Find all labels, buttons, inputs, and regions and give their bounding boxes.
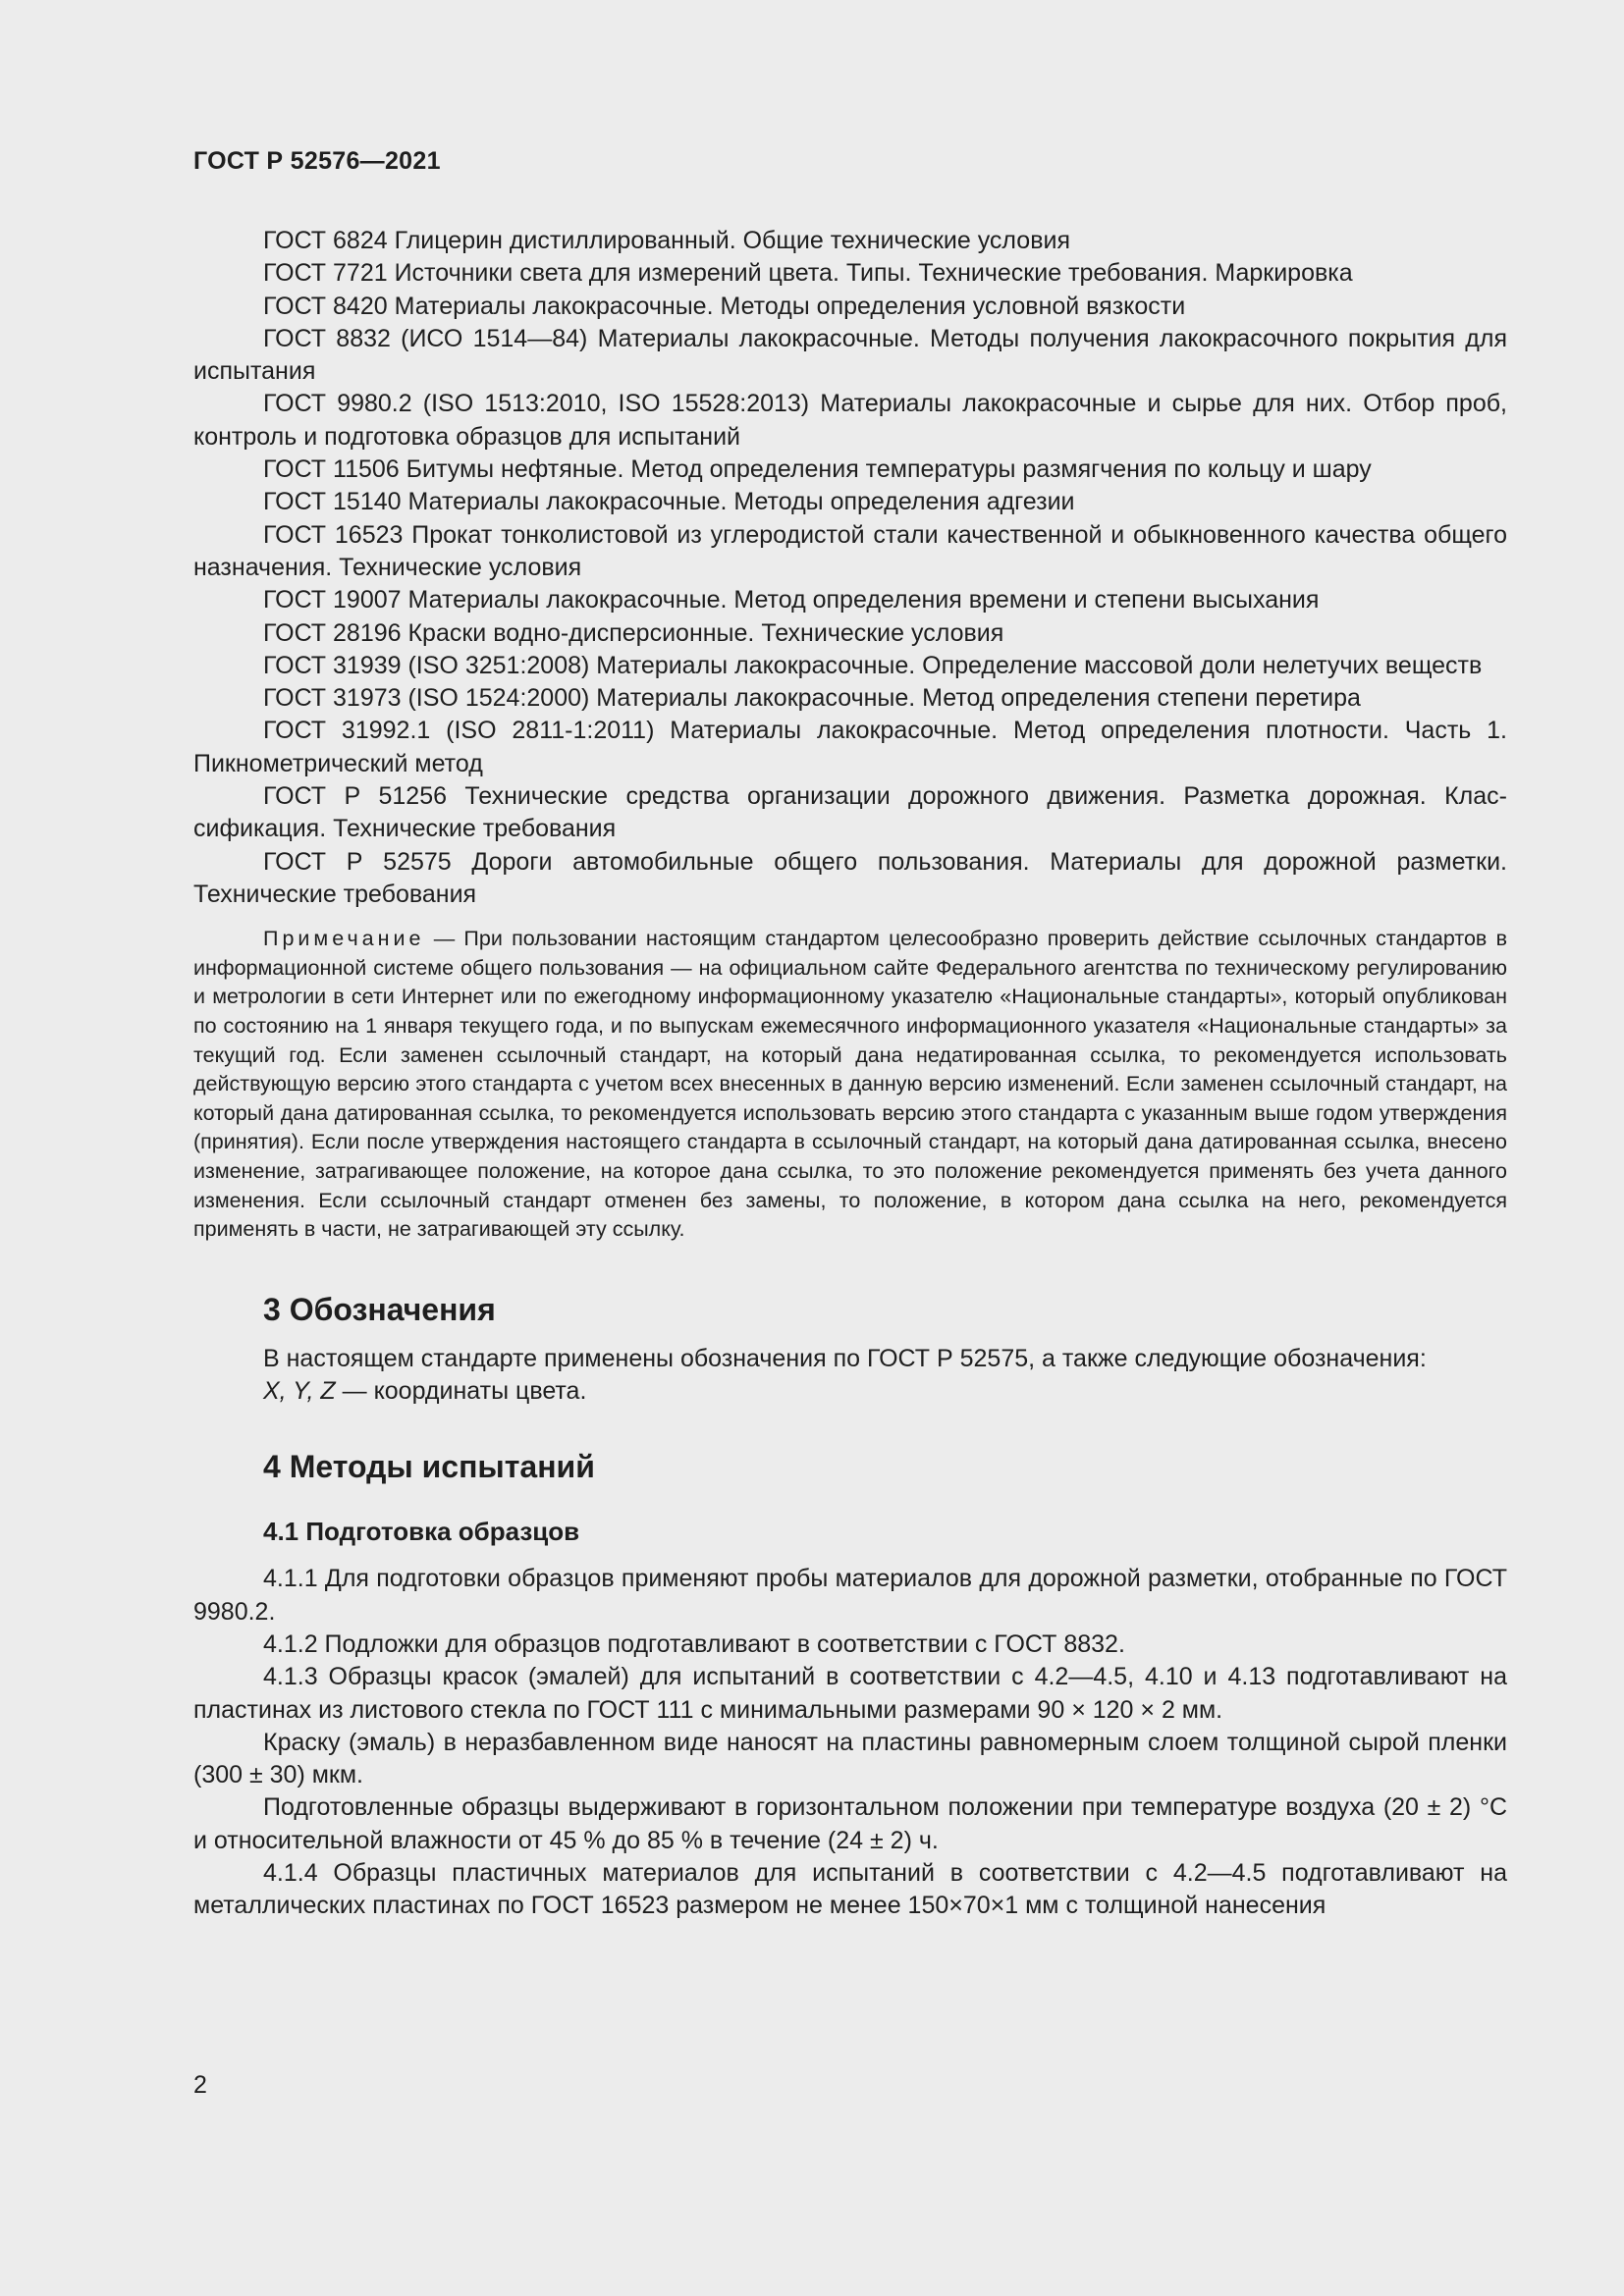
symbols-definition (193, 1375, 1507, 1408)
reference-item: ГОСТ 31992.1 (ISO 2811-1:2011) Материалы лакокрасочные. Метод определения плотности. Часть 1. Пикнометрический метод (193, 717, 1507, 777)
reference-item: ГОСТ 15140 Материалы лакокрасочные. Методы определения адгезии (263, 488, 1075, 516)
reference-item: ГОСТ 9980.2 (ISO 1513:2010, ISO 15528:2013) Материалы лакокрасочные и сырье для них. Отбор проб, контроль и подготовка образцов для испытаний (193, 390, 1507, 451)
reference-item: ГОСТ 31973 (ISO 1524:2000) Материалы лакокрасочные. Метод определения степени перетира (263, 684, 1361, 713)
reference-item: ГОСТ 7721 Источники света для измерений цвета. Типы. Технические требования. Маркировка (263, 259, 1353, 288)
section-3-intro: В настоящем стандарте применены обозначения по ГОСТ Р 52575, а также следующие обозначения: (263, 1344, 1427, 1372)
section-4-paragraph: 4.1.1 Для подготовки образцов применяют пробы материалов для дорожной разметки, отобранные по ГОСТ 9980.2. (193, 1565, 1507, 1626)
section-4-paragraph: 4.1.2 Подложки для образцов подготавливают в соответствии с ГОСТ 8832. (263, 1629, 1125, 1658)
symbols-list: X, Y, Z (263, 1377, 336, 1406)
reference-item: ГОСТ 28196 Краски водно-дисперсионные. Технические условия (263, 618, 1004, 647)
section-4-paragraph: Краску (эмаль) в неразбавленном виде наносят на пластины равномерным слоем толщиной сырой пленки (300 ± 30) мкм. (193, 1728, 1507, 1789)
running-header: ГОСТ Р 52576—2021 (193, 147, 441, 175)
document-body (193, 225, 1507, 1923)
reference-item: ГОСТ 8420 Материалы лакокрасочные. Методы определения условной вязкости (263, 292, 1186, 320)
reference-item: ГОСТ 31939 (ISO 3251:2008) Материалы лакокрасочные. Определение массовой доли нелетучих веществ (263, 651, 1483, 679)
reference-item: ГОСТ 11506 Битумы нефтяные. Метод определения температуры размягчения по кольцу и шару (263, 455, 1372, 484)
reference-item: ГОСТ 19007 Материалы лакокрасочные. Метод определения времени и степени высыхания (263, 586, 1320, 614)
section-4-paragraph: 4.1.4 Образцы пластичных материалов для испытаний в соответствии с 4.2—4.5 подготавливают на металлических пластинах по ГОСТ 16523 размером не менее 150×70×1 мм с толщиной нанесения (193, 1859, 1507, 1920)
section-4-paragraph: 4.1.3 Образцы красок (эмалей) для испытаний в соответствии с 4.2—4.5, 4.10 и 4.13 подготавливают на пластинах из листового стекла по ГОСТ 111 с минимальными размерами 90 × 120 × 2 мм. (193, 1663, 1507, 1724)
subsection-4-1-heading: 4.1 Подготовка образцов (263, 1517, 580, 1547)
note-text: — При пользовании настоящим стандартом целесообразно проверить действие ссылочных стандартов в информационной системе общего пользования — на официальном сайте Федерального агентства по техническому регулированию и метрологии в сети Интернет или по ежегодному информационному указателю «Национальные стандарты», который опубликован по состоянию на 1 января текущего года, и по выпускам ежемесячного информационного указателя «Национальные стандарты» за текущий год. Если заменен ссылочный стандарт, на который дана недатированная ссылка, то рекомендуется использовать действующую версию этого стандарта с учетом всех внесенных в данную версию изменений. Если заменен ссылочный стандарт, на который дана датированная ссылка, то рекомендуется использовать версию этого стандарта с указанным выше годом утверждения (принятия). Если после утверждения настоящего стандарта в ссылочный стандарт, на который дана датированная ссылка, внесено изменение, затрагивающее положение, на которое дана ссылка, то это положение рекомендуется применять без учета данного изменения. Если ссылочный стандарт отменен без замены, то положение, в котором дана ссылка на него, рекомендуется применять в части, не затрагивающей эту ссылку. (193, 927, 1507, 1242)
reference-item: ГОСТ 8832 (ИСО 1514—84) Материалы лакокрасочные. Методы получения лакокрасочного покрытия для испытания (193, 324, 1507, 386)
symbols-description: — координаты цвета. (335, 1377, 587, 1406)
section-3-heading: 3 Обозначения (263, 1291, 496, 1327)
section-4-paragraph: Подготовленные образцы выдерживают в горизонтальном положении при температуре воздуха (20 ± 2) °С и относительной влажности от 45 % до 85 % в течение (24 ± 2) ч. (193, 1793, 1507, 1854)
note-label: Примечание (263, 927, 425, 951)
reference-item: ГОСТ 16523 Прокат тонколистовой из углеродистой стали качественной и обыкновенного качества общего назначения. Технические условия (193, 520, 1507, 581)
page-number: 2 (193, 2071, 207, 2099)
reference-item: ГОСТ 6824 Глицерин дистиллированный. Общие технические условия (263, 227, 1070, 254)
note-paragraph (193, 925, 1507, 1245)
reference-item: ГОСТ Р 51256 Технические средства организации дорожного движения. Разметка дорожная. Классификация. Технические требования (193, 782, 1507, 843)
reference-item: ГОСТ Р 52575 Дороги автомобильные общего пользования. Материалы для дорожной разметки. Технические требования (193, 847, 1507, 908)
section-4-heading: 4 Методы испытаний (263, 1449, 595, 1485)
